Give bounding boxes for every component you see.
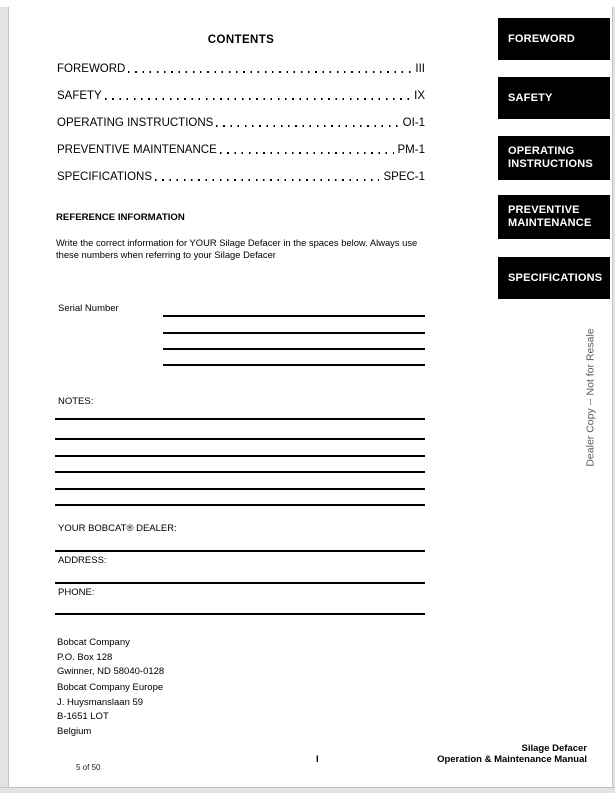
notes-line (55, 418, 425, 420)
notes-line (55, 471, 425, 473)
toc-entry-label: SAFETY (57, 90, 102, 102)
address-line (55, 582, 425, 584)
section-tab-specifications[interactable] (498, 257, 610, 299)
toc-entry-page-ref: SPEC-1 (383, 171, 425, 183)
toc-entry-operating-instructions[interactable] (57, 117, 425, 129)
toc-dot-leader (155, 179, 379, 181)
toc-dot-leader (128, 71, 411, 73)
manual-title (437, 743, 587, 765)
toc-entry-specifications[interactable] (57, 171, 425, 183)
notes-line (55, 504, 425, 506)
page-edge-bottom (0, 787, 615, 793)
section-tab-safety[interactable] (498, 77, 610, 119)
company-address-us (57, 636, 164, 680)
serial-number-label: Serial Number (58, 303, 119, 314)
toc-dot-leader (105, 98, 410, 100)
dealer-copy-watermark: Dealer Copy -- Not for Resale (584, 328, 597, 467)
toc-entry-foreword[interactable] (57, 63, 425, 75)
toc-entry-safety[interactable] (57, 90, 425, 102)
address-line-text: Bobcat Company (57, 637, 130, 648)
toc-dot-leader (216, 125, 398, 127)
toc-entry-preventive-maintenance[interactable] (57, 144, 425, 156)
toc-entry-label: FOREWORD (57, 63, 126, 75)
reference-information-heading: REFERENCE INFORMATION (56, 212, 185, 223)
section-tab-label: SAFETY (508, 91, 553, 104)
toc-entry-page-ref: PM-1 (397, 144, 425, 156)
manual-title-line2: Operation & Maintenance Manual (437, 754, 587, 765)
section-tab-preventive-maintenance[interactable] (498, 195, 610, 239)
page-edge-left (0, 7, 9, 788)
section-tab-label: PREVENTIVE MAINTENANCE (508, 204, 592, 229)
toc-dot-leader (220, 152, 394, 154)
toc-entry-page-ref: OI-1 (402, 117, 425, 129)
dealer-line (55, 550, 425, 552)
address-line-text: J. Huysmanslaan 59 (57, 696, 144, 708)
phone-line (55, 613, 425, 615)
company-address-europe (57, 681, 163, 739)
reference-information-text: Write the correct information for YOUR Silage Defacer in the spaces below. Always use these numbers when referring to your Silage Defacer (56, 237, 418, 260)
toc-entry-label: SPECIFICATIONS (57, 171, 152, 183)
section-tab-operating-instructions[interactable] (498, 136, 610, 180)
section-tab-label: FOREWORD (508, 32, 575, 45)
address-line-text: Bobcat Company Europe (57, 682, 164, 693)
toc-entry-page-ref: III (415, 63, 425, 75)
dealer-label: YOUR BOBCAT® DEALER: (58, 523, 177, 534)
notes-line (55, 488, 425, 490)
section-tab-label: OPERATING INSTRUCTIONS (508, 145, 593, 170)
address-line-text: P.O. Box 128 (57, 651, 113, 663)
toc-entry-page-ref: IX (414, 90, 425, 102)
serial-number-line (163, 315, 425, 317)
address-label: ADDRESS: (58, 555, 107, 566)
notes-label: NOTES: (58, 396, 94, 407)
address-line-text: Gwinner, ND 58040-0128 (57, 666, 165, 677)
serial-number-line (163, 364, 425, 366)
notes-line (55, 438, 425, 440)
viewer-page-indicator: 5 of 50 (76, 763, 101, 772)
contents-title: CONTENTS (207, 34, 275, 46)
page-number: I (316, 754, 319, 765)
address-line-text: B-1651 LOT (57, 711, 109, 722)
serial-number-line (163, 332, 425, 334)
section-tab-label: SPECIFICATIONS (508, 271, 603, 284)
manual-title-line1: Silage Defacer (521, 743, 587, 754)
toc-entry-label: OPERATING INSTRUCTIONS (57, 117, 214, 129)
section-tab-foreword[interactable] (498, 18, 610, 60)
phone-label: PHONE: (58, 587, 95, 598)
address-line-text: Belgium (57, 725, 92, 737)
serial-number-line (163, 348, 425, 350)
toc-entry-label: PREVENTIVE MAINTENANCE (57, 144, 217, 156)
notes-line (55, 455, 425, 457)
